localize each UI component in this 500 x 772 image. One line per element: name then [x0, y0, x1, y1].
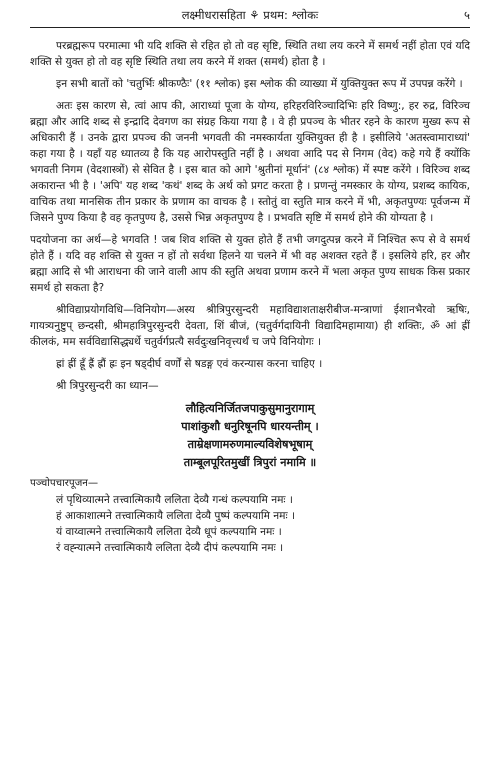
pooja-heading: पञ्चोपचारपूजन— [30, 478, 99, 489]
verse-line: लौहित्यनिर्जितजपाकुसुमानुरागाम् [185, 402, 315, 415]
mantra-line: यं वाय्वात्मने तत्त्वात्मिकायै ललिता देव्यै धूपं कल्पयामि नमः । [56, 526, 282, 538]
paragraph: श्रीविद्याप्रयोगविधि—विनियोग—अस्य श्रीत्रिपुरसुन्दरी महाविद्याशताक्षरीबीज-मन्त्राणां ईशानभैरवो ऋषिः, गायत्र्यनुष्टुप् छन्दसी, श्रीमहात्रिपुरसुन्दरी देवता, शिं बीजं, (चतुर्वर्गदायिनी विद्यादिमहामाया) ही शक्तिः, ॐ आं ह्रीं कीलकं, मम सर्वविद्यासिद्ध्यर्थे चतुर्वर्गप्रत्यै सर्वदुःखनिवृत्त्यर्थं च जपे विनियोगः । [30, 304, 470, 348]
paragraph: इन सभी बातों को 'चतुर्भिः श्रीकण्ठैः' (११ श्लोक) इस श्लोक की व्याख्या में युक्तियुक्त रूप में उपपन्न करेंगे । [56, 78, 463, 90]
header-title: लक्ष्मीधरासहिता ⚘ प्रथम: श्लोकः [181, 8, 319, 22]
verse-line: ताम्रेक्षणामरुणमाल्यविशेषभूषाम् [187, 438, 313, 451]
page-number: ५ [464, 8, 470, 22]
paragraph: श्री त्रिपुरसुन्दरी का ध्यान— [56, 380, 159, 392]
paragraph: ह्रां ह्रीं ह्रूँ ह्रैं ह्रौं ह्रः इन षड्दीर्घ वर्णों से षडङ्ग एवं करन्यास करना चाहिए । [56, 358, 323, 370]
page-body [30, 38, 470, 556]
header-rule [30, 27, 470, 28]
page-header [30, 8, 470, 24]
verse-line: ताम्बूलपूरितमुखीं त्रिपुरां नमामि ॥ [183, 456, 317, 469]
mantra-line: हं आकाशात्मने तत्त्वात्मिकायै ललिता देव्यै पुष्पं कल्पयामि नमः । [56, 510, 296, 522]
dhyana-verse [30, 400, 470, 472]
paragraph: अतः इस कारण से, त्वां आप की, आराध्यां पूजा के योग्य, हरिहरविरिञ्चादिभिः हरि विष्णु:, हर रुद्र, विरिञ्च ब्रह्मा और आदि शब्द से इन्द्रादि देवगण का संग्रह किया गया है । वे ही प्रपञ्च के भीतर रहने के कारण मुख्य रूप से अधिकारी हैं । उनके द्वारा प्रपञ्च की जननी भगवती की नमस्कार्यता युक्तियुक्त ही है । इसीलिये 'अतस्त्वामाराध्यां' कहा गया है । यहाँ यह ध्यातव्य है कि यह आरोपस्तुति नहीं है । अथवा आदि पद से निगम (वेद) कहे गये हैं क्योंकि भगवती निगम (वेदशास्त्रों) से सेवित है । इस बात को आगे 'श्रुतीनां मूर्धानं' (८४ श्लोक) में स्पष्ट करेंगे । विरिञ्च शब्द अकारान्त भी है । 'अपि' यह शब्द 'कथं' शब्द के अर्थ को प्रगट करता है । प्रणन्तुं नमस्कार के योग्य, प्रशब्द कायिक, वाचिक तथा मानसिक तीन प्रकार के प्रणाम का वाचक है । स्तोतुं वा स्तुति मात्र करने में भी, अकृतपुण्यः पूर्वजन्म में जिसने पुण्य किया है वह कृतपुण्य है, उससे भिन्न अकृतपुण्य है । प्रभवति सृष्टि में समर्थ होने की योग्यता है । [30, 100, 470, 224]
paragraph: पदयोजना का अर्थ—हे भगवति ! जब शिव शक्ति से युक्त होते हैं तभी जगदुत्पन्न करने में निश्चित रूप से वे समर्थ होते हैं । यदि वह शक्ति से युक्त न हों तो सर्वथा हिलने या चलने में भी वह अशक्त रहते हैं । इसलिये हरि, हर और ब्रह्मा आदि से भी आराधना की जाने वाली आप की स्तुति अथवा प्रणाम करने में भला अकृत पुण्य साधक किस प्रकार समर्थ हो सकता है? [30, 234, 470, 294]
mantra-list [30, 492, 470, 556]
paragraph: परब्रह्मरूप परमात्मा भी यदि शक्ति से रहित हो तो वह सृष्टि, स्थिति तथा लय करने में समर्थ नहीं होता एवं यदि शक्ति से युक्त हो तो वह सृष्टि स्थिति तथा लय करने में शक्त (समर्थ) होता है । [30, 40, 470, 68]
mantra-line: रं वह्न्यात्मने तत्त्वात्मिकायै ललिता देव्यै दीपं कल्पयामि नमः । [56, 542, 284, 554]
verse-line: पाशांकुशौ धनुरिषूनपि धारयन्तीम् । [181, 420, 319, 433]
mantra-line: लं पृथिव्यात्मने तत्त्वात्मिकायै ललिता देव्यै गन्धं कल्पयामि नमः । [56, 494, 293, 506]
